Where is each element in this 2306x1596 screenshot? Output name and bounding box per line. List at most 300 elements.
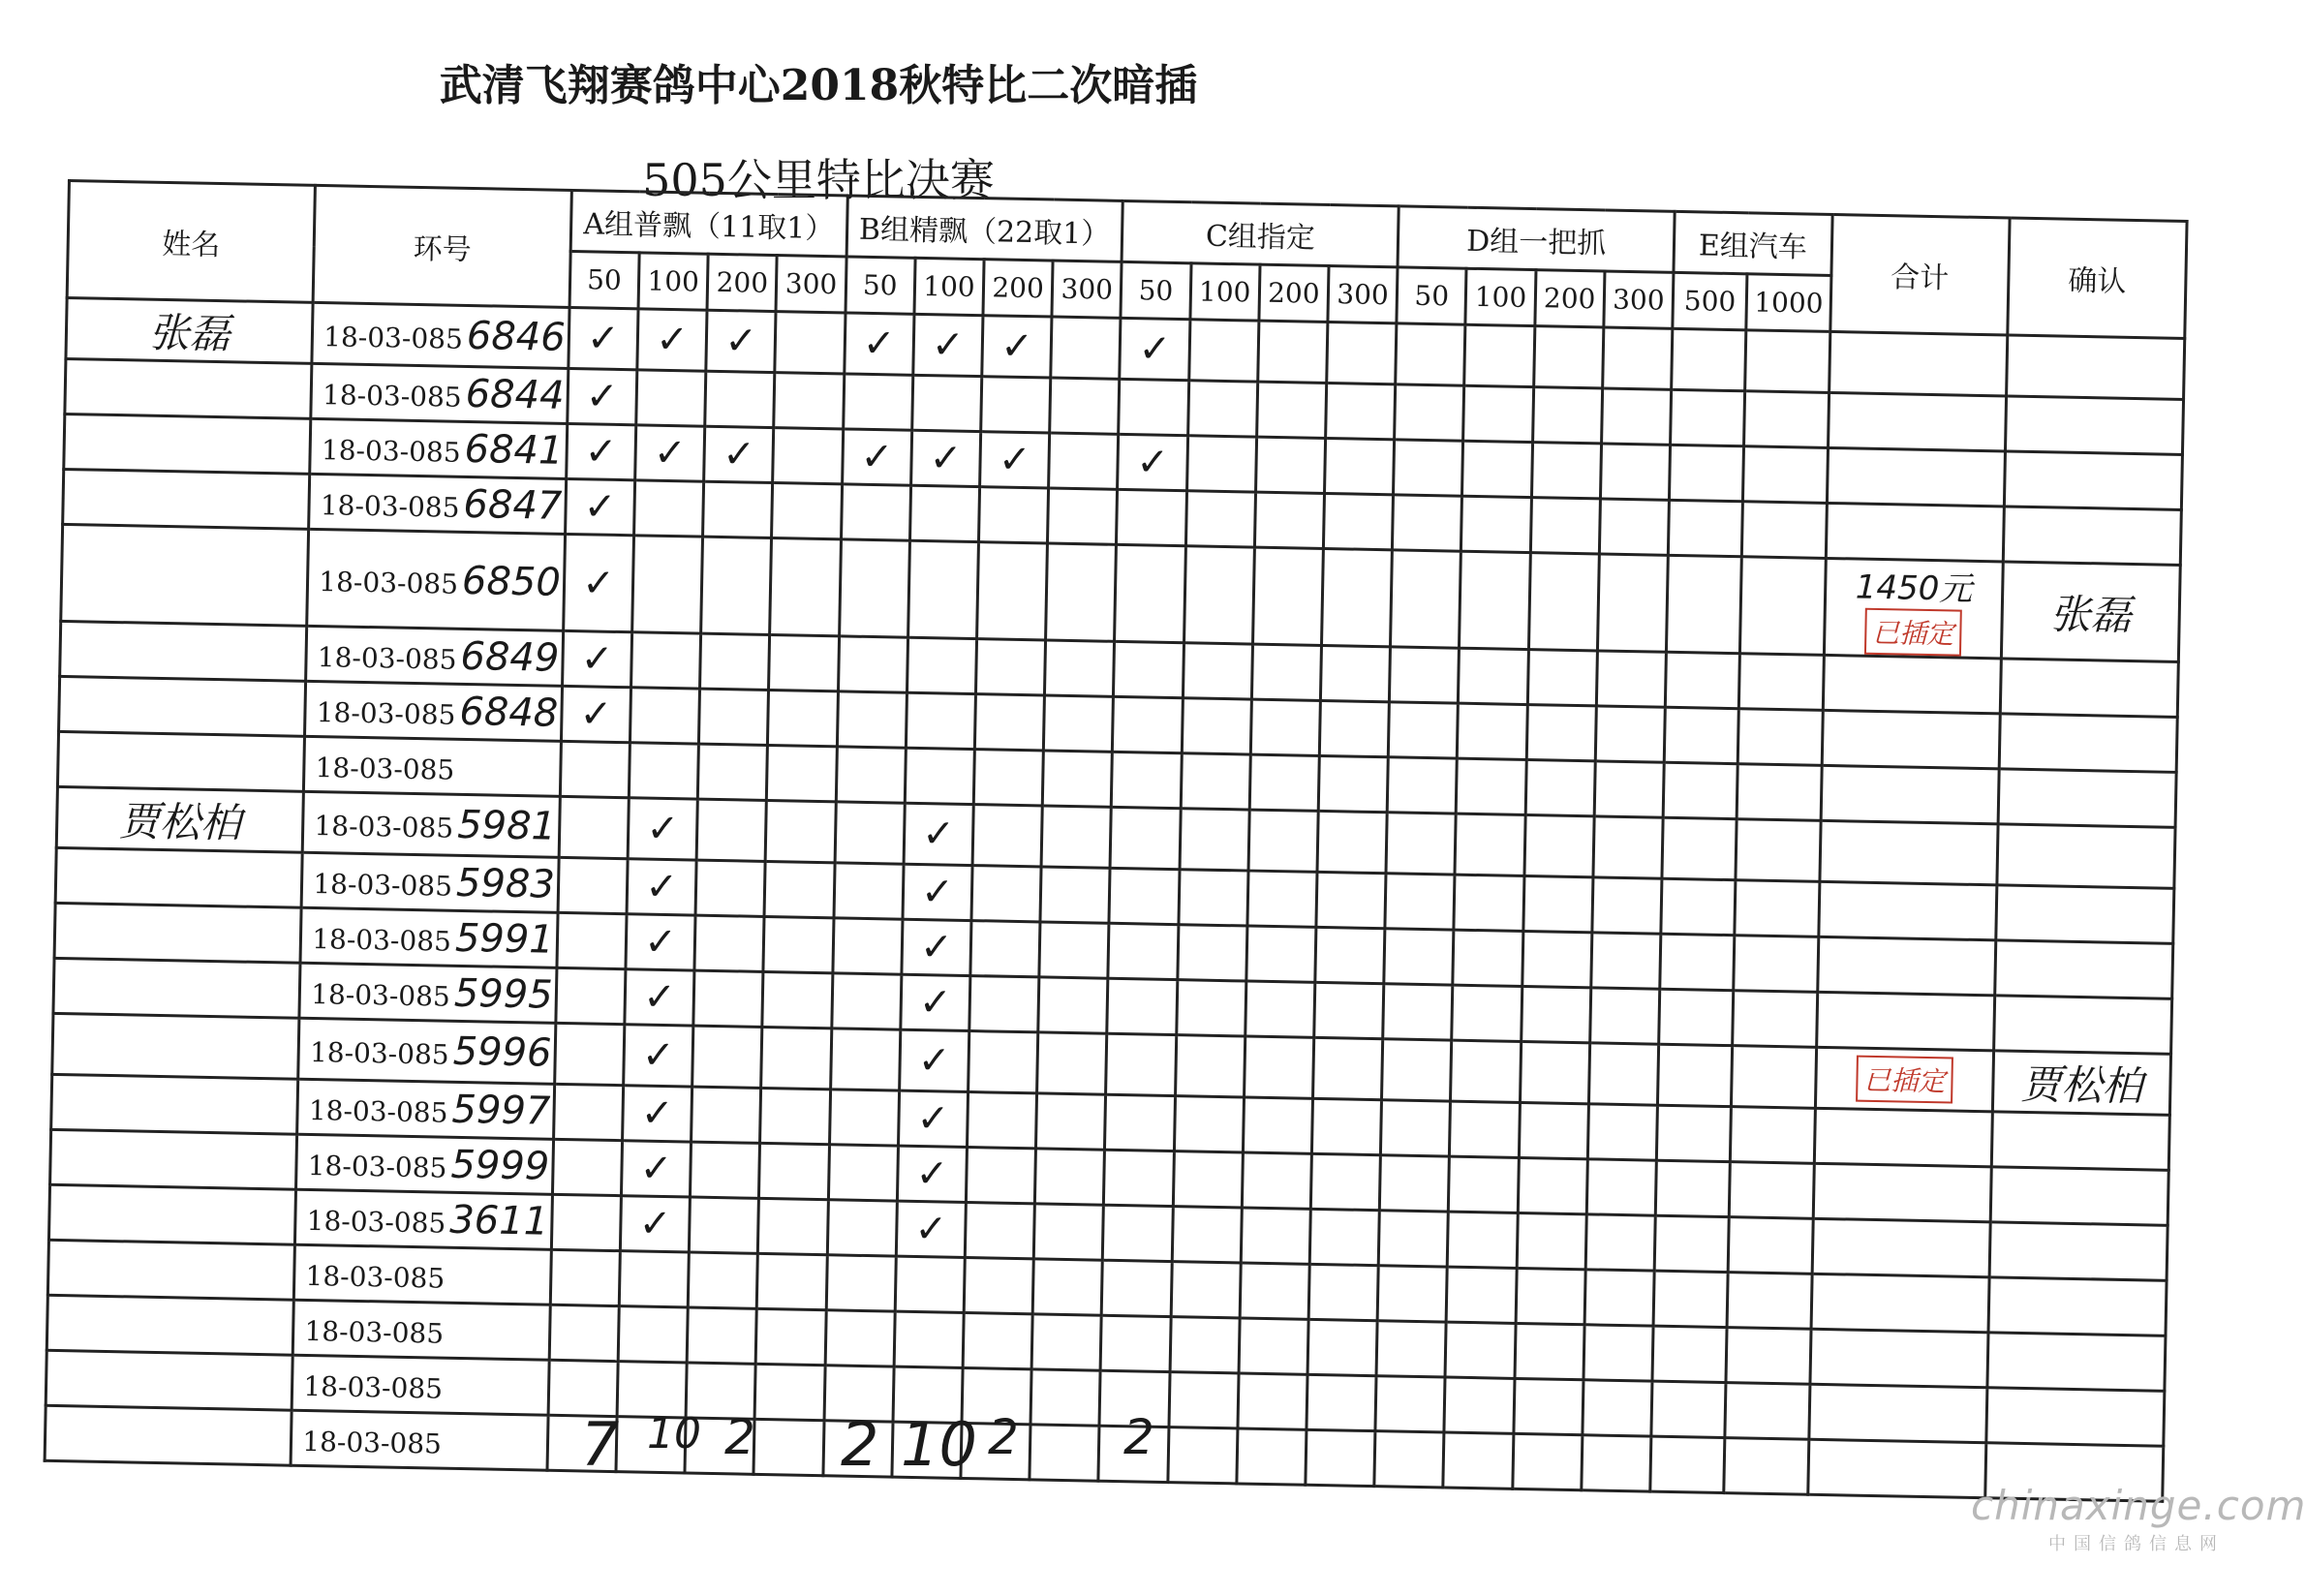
check-cell <box>1462 441 1532 497</box>
check-cell <box>695 860 765 916</box>
watermark-tagline: 中国信鸽信息网 <box>2048 1534 2225 1554</box>
amount-c-50: 50 <box>1121 261 1190 319</box>
cell-ring <box>309 474 567 534</box>
check-cell <box>1380 1155 1450 1212</box>
check-cell <box>1184 546 1254 644</box>
cell-ring <box>295 1189 553 1249</box>
total-a-200: 2 <box>724 1409 755 1465</box>
cell-name <box>63 469 310 529</box>
check-cell <box>1522 931 1591 987</box>
header-group-d: D组一把抓 <box>1398 206 1675 272</box>
check-cell <box>963 1312 1032 1368</box>
check-cell <box>1241 1208 1310 1264</box>
check-cell <box>1455 813 1524 875</box>
cell-ring <box>304 736 562 796</box>
cell-name <box>51 1074 298 1134</box>
check-cell <box>1451 1040 1521 1102</box>
check-mark: ✓ <box>897 1146 967 1202</box>
document-title: 武清飞翔赛鸽中心2018秋特比二次暗插 <box>439 61 1198 110</box>
ring-suffix: 5999 <box>450 1142 550 1189</box>
check-cell <box>1381 1100 1451 1156</box>
cell-ring <box>293 1300 551 1360</box>
check-cell <box>764 861 834 917</box>
check-cell <box>1389 702 1459 758</box>
check-cell <box>1383 984 1453 1040</box>
check-cell <box>687 1307 756 1364</box>
check-cell <box>1728 1217 1813 1274</box>
check-cell <box>1041 806 1111 868</box>
check-cell <box>1105 1094 1175 1151</box>
header-group-a: A组普飘（11取1） <box>570 190 847 256</box>
check-cell <box>1377 1266 1447 1322</box>
check-cell <box>973 750 1043 806</box>
check-cell <box>1103 1205 1173 1261</box>
check-cell <box>1310 1153 1380 1210</box>
check-cell <box>1583 1380 1652 1436</box>
ring-prefix: 18-03-085 <box>321 434 461 469</box>
check-cell <box>1444 1377 1514 1433</box>
cell-total <box>1819 881 1997 940</box>
check-cell <box>1736 819 1821 882</box>
cell-name <box>46 1295 293 1355</box>
cell-name <box>61 524 309 626</box>
cell-name <box>57 731 304 791</box>
check-cell <box>1657 1044 1732 1106</box>
ring-prefix: 18-03-085 <box>306 1204 446 1240</box>
ring-suffix: 5983 <box>455 860 556 907</box>
check-cell <box>1453 930 1522 986</box>
check-cell <box>1325 438 1395 494</box>
check-cell <box>1592 877 1662 934</box>
check-cell <box>1042 751 1112 807</box>
check-cell <box>1104 1150 1174 1206</box>
check-cell <box>972 805 1042 867</box>
cell-name <box>52 1013 299 1079</box>
check-cell <box>1460 551 1530 649</box>
check-cell <box>552 1139 622 1195</box>
cell-ring <box>296 1134 554 1194</box>
check-cell <box>1395 384 1464 441</box>
check-cell <box>1391 550 1461 648</box>
cell-confirm <box>1999 714 2177 773</box>
check-mark: ✓ <box>627 859 696 915</box>
check-cell <box>975 639 1045 695</box>
amount-a-300: 300 <box>776 256 846 313</box>
cell-total <box>1818 936 1996 996</box>
amount-a-200: 200 <box>707 254 777 311</box>
ring-prefix: 18-03-085 <box>305 1259 446 1295</box>
cell-ring <box>300 907 558 967</box>
check-cell <box>1384 929 1454 985</box>
entry-sheet <box>45 179 2189 1460</box>
check-cell <box>1100 1315 1170 1371</box>
check-cell <box>974 694 1044 751</box>
check-cell <box>773 428 843 484</box>
check-cell <box>1596 651 1666 707</box>
check-cell <box>966 1148 1035 1204</box>
ring-prefix: 18-03-085 <box>309 1035 449 1071</box>
check-cell <box>1652 1326 1727 1382</box>
check-cell <box>1107 978 1177 1034</box>
check-cell <box>1733 991 1818 1048</box>
check-cell <box>1326 383 1396 439</box>
check-cell <box>1668 500 1742 556</box>
check-cell <box>694 915 764 971</box>
check-cell <box>1653 1271 1728 1327</box>
check-cell <box>1448 1212 1518 1268</box>
check-cell <box>964 1257 1033 1313</box>
check-cell <box>700 633 770 690</box>
check-cell <box>557 912 627 968</box>
cell-confirm <box>1993 996 2171 1055</box>
cell-confirm <box>1988 1277 2167 1336</box>
check-mark: ✓ <box>910 430 980 486</box>
check-cell <box>1386 813 1456 875</box>
cell-ring <box>299 963 557 1023</box>
amount-c-300: 300 <box>1328 266 1398 323</box>
cell-name <box>46 1350 292 1410</box>
cell-confirm <box>1990 1167 2168 1226</box>
check-cell <box>1744 391 1829 448</box>
check-cell <box>905 748 974 804</box>
check-cell <box>1036 1093 1106 1150</box>
check-cell <box>1251 644 1321 700</box>
check-cell <box>1738 709 1824 766</box>
ring-suffix: 6847 <box>463 481 563 529</box>
check-cell <box>1376 1321 1446 1377</box>
ring-suffix: 5995 <box>453 970 554 1018</box>
check-cell <box>1038 977 1108 1033</box>
check-cell <box>1727 1273 1812 1330</box>
cell-ring <box>312 302 569 368</box>
cell-total <box>1824 558 2003 658</box>
check-cell <box>1672 328 1746 390</box>
check-cell <box>1523 875 1593 932</box>
check-cell <box>1243 1097 1312 1153</box>
check-cell <box>553 1084 623 1140</box>
check-cell <box>1039 922 1109 978</box>
check-cell <box>1378 1211 1448 1267</box>
ring-prefix: 18-03-085 <box>315 752 455 786</box>
check-cell <box>1108 923 1178 979</box>
ring-prefix: 18-03-085 <box>302 1425 443 1460</box>
header-group-e: E组汽车 <box>1674 211 1832 275</box>
check-cell <box>1185 491 1255 547</box>
check-cell <box>970 921 1040 977</box>
ring-suffix: 3611 <box>448 1197 549 1244</box>
total-a-50: 7 <box>581 1409 620 1480</box>
check-mark: ✓ <box>625 969 694 1026</box>
check-cell <box>1518 1157 1587 1213</box>
check-cell <box>1666 555 1741 653</box>
check-cell <box>1664 707 1738 763</box>
check-mark: ✓ <box>1120 318 1189 380</box>
check-cell <box>1240 1263 1309 1319</box>
check-cell <box>1032 1259 1102 1315</box>
amount-b-100: 100 <box>914 258 984 315</box>
check-cell <box>1459 648 1528 704</box>
check-cell <box>636 370 706 426</box>
ring-suffix: 5996 <box>452 1028 552 1076</box>
total-c-50: 2 <box>1123 1409 1154 1465</box>
check-cell <box>1452 985 1522 1041</box>
check-cell <box>838 636 907 692</box>
cell-name <box>64 414 311 474</box>
check-cell <box>969 976 1039 1032</box>
check-cell <box>1737 764 1822 821</box>
watermark-site: chinaxinge.com <box>1971 1482 2306 1529</box>
check-cell <box>699 689 769 745</box>
ring-suffix: 6841 <box>464 426 564 474</box>
check-cell <box>1525 760 1595 816</box>
cell-name <box>48 1184 295 1244</box>
check-cell <box>1311 1098 1381 1154</box>
check-mark: ✓ <box>980 432 1050 488</box>
check-cell <box>1181 753 1250 810</box>
check-mark: ✓ <box>624 1025 693 1087</box>
cell-ring <box>297 1079 555 1139</box>
cell-name <box>50 1129 297 1189</box>
cell-confirm <box>1991 1112 2169 1171</box>
check-cell <box>1745 330 1830 393</box>
check-mark: ✓ <box>623 1086 692 1142</box>
check-cell <box>1524 815 1594 877</box>
cell-total <box>1812 1218 1990 1277</box>
check-cell <box>1037 1032 1107 1094</box>
cell-total <box>1828 392 2006 451</box>
check-cell <box>1591 933 1661 989</box>
check-cell <box>1244 1036 1313 1098</box>
check-cell <box>1654 1215 1729 1272</box>
ring-suffix: 5981 <box>456 802 557 849</box>
cell-ring <box>301 852 559 912</box>
check-cell <box>560 741 630 797</box>
ring-prefix: 18-03-085 <box>310 977 451 1013</box>
cell-ring <box>306 626 564 686</box>
check-cell <box>769 635 839 691</box>
ring-prefix: 18-03-085 <box>311 922 452 958</box>
ring-prefix: 18-03-085 <box>307 1149 447 1184</box>
check-mark: ✓ <box>896 1201 966 1257</box>
check-cell <box>1521 986 1590 1042</box>
check-cell <box>1593 816 1663 878</box>
cell-total <box>1816 992 1994 1051</box>
check-cell <box>1187 381 1257 437</box>
check-cell <box>1454 875 1523 931</box>
check-cell <box>1594 761 1664 817</box>
check-cell <box>1515 1323 1584 1379</box>
check-cell <box>1520 1041 1589 1103</box>
check-cell <box>1033 1204 1103 1260</box>
header-confirm: 确认 <box>2008 218 2187 338</box>
check-cell <box>1048 488 1118 544</box>
check-cell <box>1313 1037 1383 1099</box>
stamp: 已插定 <box>1856 1056 1953 1104</box>
cell-confirm <box>1989 1222 2168 1281</box>
check-cell <box>1584 1270 1654 1326</box>
check-cell <box>1110 807 1180 869</box>
ring-suffix <box>447 1308 448 1353</box>
check-cell <box>559 796 629 858</box>
check-cell <box>1735 880 1820 937</box>
check-cell <box>692 1026 762 1088</box>
check-mark: ✓ <box>637 309 707 371</box>
check-cell <box>775 312 845 374</box>
check-cell <box>832 918 902 974</box>
cell-confirm <box>2006 335 2184 400</box>
check-cell <box>756 1308 826 1365</box>
column-totals <box>0 1409 1356 1487</box>
amount-d-200: 200 <box>1535 270 1605 327</box>
header-total: 合计 <box>1830 214 2010 334</box>
ring-suffix: 6844 <box>465 371 565 418</box>
ring-suffix: 5991 <box>454 915 555 963</box>
check-cell <box>1450 1101 1520 1157</box>
check-cell <box>825 1310 895 1366</box>
cell-name <box>54 903 301 963</box>
check-mark: ✓ <box>704 426 774 482</box>
check-cell <box>1250 699 1320 755</box>
check-mark: ✓ <box>982 316 1052 378</box>
check-cell <box>1528 553 1599 651</box>
check-cell <box>826 1255 896 1311</box>
check-cell <box>1382 1039 1452 1101</box>
check-cell <box>1532 387 1602 444</box>
check-cell <box>1655 1160 1730 1216</box>
check-cell <box>1743 446 1829 504</box>
cell-name <box>55 847 302 907</box>
ring-suffix <box>448 1253 449 1298</box>
check-cell <box>551 1194 621 1250</box>
check-mark: ✓ <box>844 313 913 375</box>
check-cell <box>1463 385 1533 442</box>
check-cell <box>1247 871 1317 927</box>
header-ring: 环号 <box>313 185 571 307</box>
document-subtitle: 505公里特比决赛 <box>642 154 995 206</box>
check-cell <box>1601 388 1671 445</box>
amount-e-500: 500 <box>1673 272 1747 329</box>
ring-prefix: 18-03-085 <box>313 868 453 903</box>
check-cell <box>1449 1156 1519 1212</box>
check-cell <box>1600 444 1670 500</box>
check-cell <box>705 371 775 427</box>
check-cell <box>836 747 906 803</box>
header-name: 姓名 <box>67 181 316 303</box>
ring-suffix: 6850 <box>461 558 562 605</box>
check-mark: ✓ <box>569 307 638 369</box>
check-cell <box>1115 544 1185 642</box>
check-cell <box>630 688 699 744</box>
check-cell <box>629 743 698 799</box>
check-cell <box>1597 554 1668 652</box>
check-cell <box>1669 445 1743 501</box>
total-a-100: 10 <box>647 1409 701 1458</box>
check-cell <box>837 691 907 748</box>
check-cell <box>1254 492 1324 548</box>
ring-prefix: 18-03-085 <box>303 1369 444 1405</box>
check-cell <box>1590 988 1660 1044</box>
check-cell <box>1256 382 1326 438</box>
check-cell <box>839 539 909 637</box>
cell-name <box>47 1240 294 1300</box>
cell-name <box>60 621 307 681</box>
check-cell <box>1170 1317 1240 1373</box>
check-cell <box>1171 1262 1241 1318</box>
check-cell <box>1387 757 1457 813</box>
check-cell <box>1307 1319 1377 1375</box>
check-mark: ✓ <box>899 1029 969 1091</box>
check-cell <box>1461 496 1531 552</box>
cell-name <box>53 958 300 1018</box>
check-cell <box>619 1251 689 1307</box>
check-cell <box>1044 695 1114 752</box>
check-cell <box>831 973 901 1029</box>
check-cell <box>1447 1267 1517 1323</box>
cell-confirm <box>1996 885 2174 944</box>
ring-suffix <box>446 1364 447 1408</box>
check-cell <box>1319 700 1389 756</box>
cell-ring <box>305 681 563 741</box>
check-mark: ✓ <box>898 1090 968 1147</box>
check-cell <box>761 1027 831 1089</box>
check-cell <box>1595 706 1665 762</box>
check-cell <box>698 744 768 800</box>
check-cell <box>1390 647 1460 703</box>
cell-name: 贾松柏 <box>56 786 303 852</box>
check-cell <box>1317 811 1387 873</box>
check-cell <box>1186 436 1256 492</box>
amount-b-300: 300 <box>1052 261 1122 318</box>
check-cell <box>1385 874 1455 930</box>
check-cell <box>1248 810 1318 872</box>
ring-prefix: 18-03-085 <box>319 565 459 600</box>
check-cell <box>1035 1149 1105 1205</box>
check-cell <box>981 377 1051 433</box>
check-cell <box>1114 641 1184 697</box>
check-cell <box>1321 548 1392 646</box>
check-cell <box>550 1249 620 1305</box>
ring-suffix: 5997 <box>451 1087 551 1134</box>
ring-prefix: 18-03-085 <box>308 1093 448 1129</box>
check-cell <box>770 538 841 636</box>
cell-total <box>1809 1384 1987 1443</box>
check-cell <box>1252 547 1323 645</box>
check-cell <box>1320 645 1390 701</box>
check-cell <box>772 483 842 539</box>
check-cell <box>1172 1207 1242 1263</box>
cell-total <box>1814 1108 1992 1167</box>
check-cell <box>1650 1436 1725 1492</box>
check-cell <box>971 866 1041 922</box>
cell-total <box>1811 1274 1989 1333</box>
check-cell <box>1651 1381 1726 1437</box>
check-cell <box>828 1145 898 1201</box>
total-b-50: 2 <box>841 1409 879 1480</box>
amount-b-50: 50 <box>846 257 915 314</box>
total-b-100: 10 <box>901 1409 977 1480</box>
check-cell <box>631 632 701 689</box>
cell-total <box>1810 1329 1988 1388</box>
cell-confirm: 张磊 <box>2001 562 2180 661</box>
check-cell <box>1724 1438 1809 1495</box>
check-cell <box>835 802 905 864</box>
check-cell <box>1394 440 1463 496</box>
check-cell <box>768 690 838 746</box>
check-cell <box>1318 755 1388 812</box>
check-cell <box>967 1092 1036 1149</box>
amount-d-300: 300 <box>1604 271 1674 328</box>
cell-confirm <box>2000 659 2178 718</box>
